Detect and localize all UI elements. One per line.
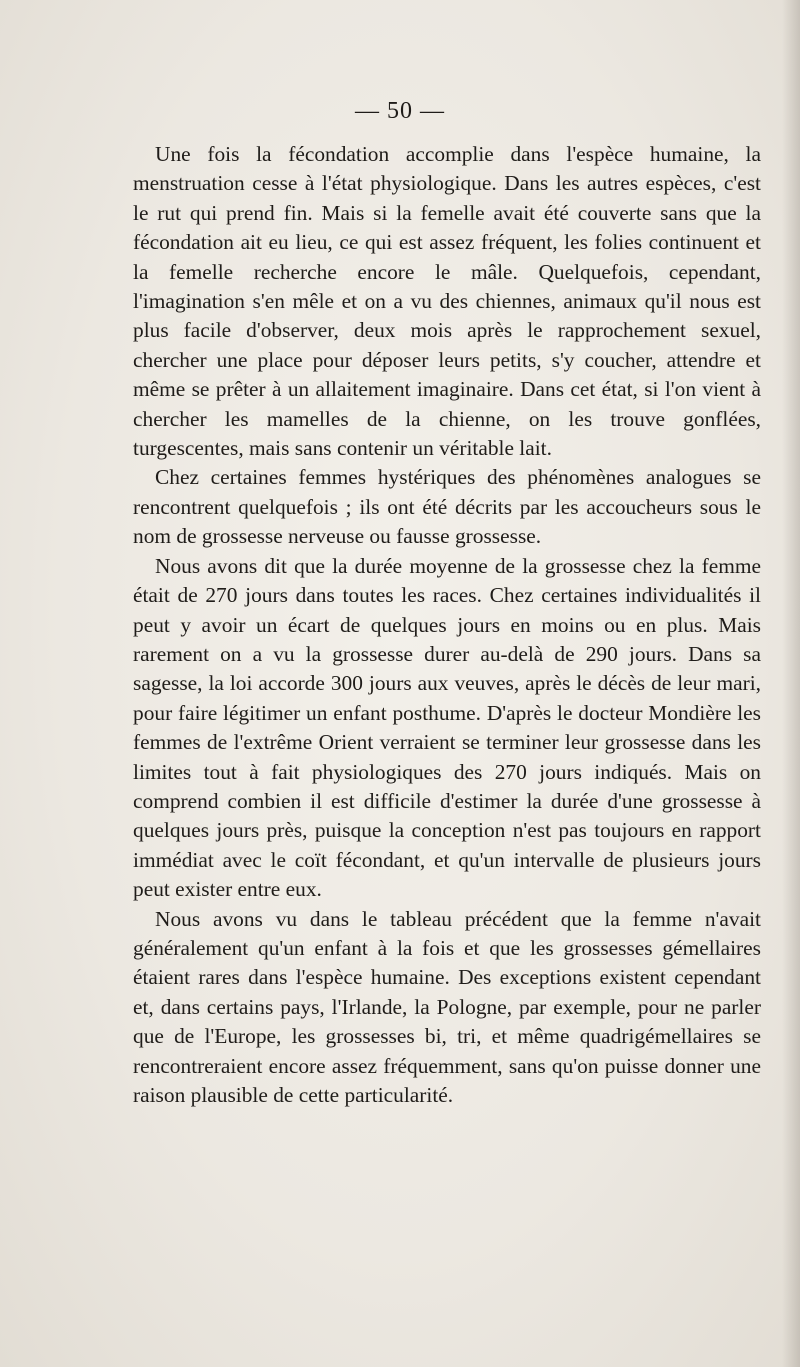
page-edge-shadow: [782, 0, 800, 1367]
paragraph: Chez certaines femmes hystériques des phénomènes analogues se rencontrent quelquefois ; ils ont été décrits par les accoucheurs sous le nom de grossesse nerveuse ou fausse grossesse.: [133, 465, 761, 549]
paragraph: Nous avons dit que la durée moyenne de la grossesse chez la femme était de 270 jours dans toutes les races. Chez certaines individualités il peut y avoir un écart de quelques jours en moins ou en plus. Mais rarement on a vu la grossesse durer au-delà de 290 jours. Dans sa sagesse, la loi accorde 300 jours aux veuves, après le décès de leur mari, pour faire légitimer un enfant posthume. D'après le docteur Mondière les femmes de l'extrême Orient verraient se terminer leur grossesse dans les limites tout à fait physiologiques des 270 jours indiqués. Mais on comprend combien il est difficile d'estimer la durée d'une grossesse à quelques jours près, puisque la conception n'est pas toujours en rapport immédiat avec le coït fécondant, et qu'un intervalle de plusieurs jours peut exister entre eux.: [133, 553, 761, 902]
body-text: [133, 140, 761, 1110]
paragraph: Nous avons vu dans le tableau précédent que la femme n'avait généralement qu'un enfant à la fois et que les grossesses gémellaires étaient rares dans l'espèce humaine. Des exceptions existent cependant et, dans certains pays, l'Irlande, la Pologne, par exemple, pour ne parler que de l'Europe, les grossesses bi, tri, et même quadrigémellaires se rencontreraient encore assez fréquemment, sans qu'on puisse donner une raison plausible de cette particularité.: [133, 906, 761, 1107]
page-number: — 50 —: [355, 98, 445, 124]
paragraph: Une fois la fécondation accomplie dans l'espèce humaine, la menstruation cesse à l'état physiologique. Dans les autres espèces, c'est le rut qui prend fin. Mais si la femelle avait été couverte sans que la fécondation ait eu lieu, ce qui est assez fréquent, les folies continuent et la femelle recherche encore le mâle. Quelquefois, cependant, l'imagination s'en mêle et on a vu des chiennes, animaux qu'il nous est plus facile d'observer, deux mois après le rapprochement sexuel, chercher une place pour déposer leurs petits, s'y coucher, attendre et même se prêter à un allaitement imaginaire. Dans cet état, si l'on vient à chercher les mamelles de la chienne, on les trouve gonflées, turgescentes, mais sans contenir un véritable lait.: [133, 142, 761, 461]
